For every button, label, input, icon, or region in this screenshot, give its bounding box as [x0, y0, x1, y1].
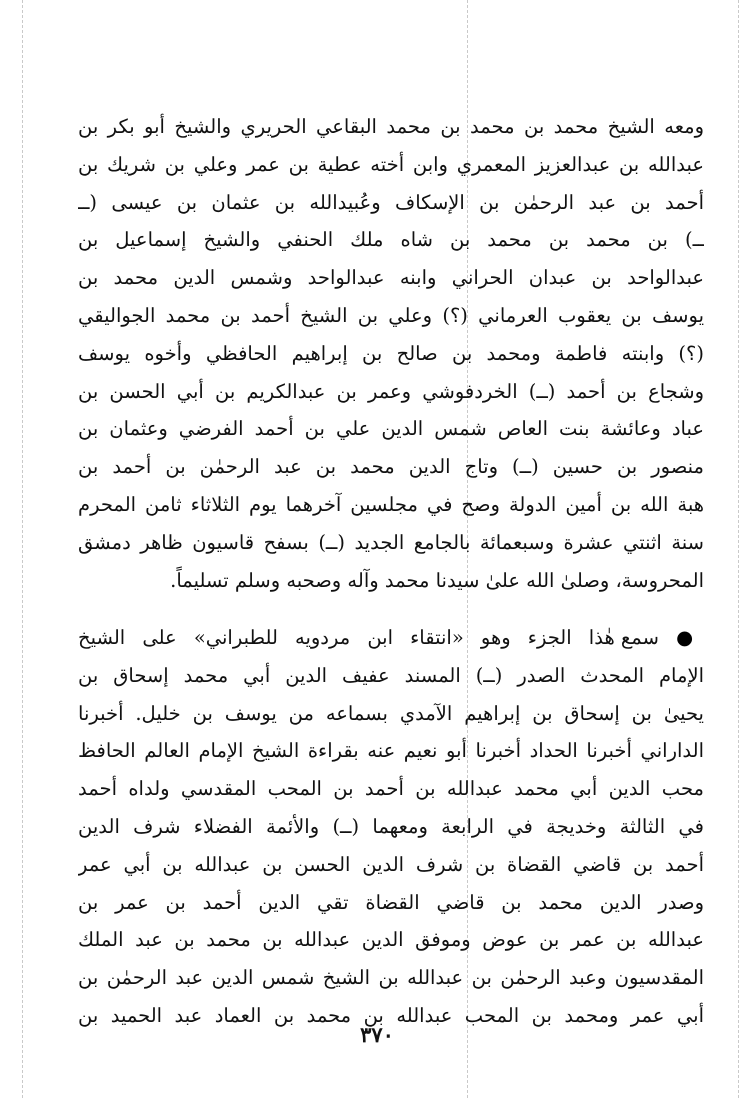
text-line: منصور بن حسين (ــ) وتاج الدين محمد بن عبد الرحمٰن بن أحمد بن [78, 455, 704, 479]
text-line-first [78, 619, 704, 657]
text-line: الإمام المحدث الصدر (ــ) المسند عفيف الدين أبي محمد إسحاق بن [78, 663, 704, 687]
text-line: ومعه الشيخ محمد بن محمد بن محمد البقاعي الحريري والشيخ أبو بكر بن [78, 115, 704, 138]
scan-fold-line [22, 0, 23, 1098]
text-line: هبة الله بن أمين الدولة وصح في مجلسين آخرهما يوم الثلاثاء ثامن المحرم [78, 492, 704, 516]
text-line-content: سمع هٰذا الجزء وهو «انتقاء ابن مردويه للطبراني» على الشيخ [78, 626, 659, 649]
text-line: عبدالله بن عمر بن عوض وموفق الدين عبدالله بن محمد بن عبد الملك [78, 928, 704, 952]
text-line: (؟) وابنته فاطمة ومحمد بن صالح بن إبراهيم الحافظي وأخوه يوسف [78, 341, 704, 365]
text-line: سنة اثنتي عشرة وسبعمائة بالجامع الجديد (ــ) بسفح قاسيون ظاهر دمشق [78, 530, 704, 554]
text-line: وصدر الدين محمد بن قاضي القضاة تقي الدين أحمد بن عمر بن [78, 890, 704, 914]
text-line: يحيىٰ بن إسحاق بن إبراهيم الآمدي بسماعه من يوسف بن خليل. أخبرنا [78, 701, 704, 725]
text-line: محب الدين أبي محمد عبدالله بن أحمد بن المحب المقدسي ولداه أحمد [78, 777, 704, 801]
text-line: عبدالله بن عبدالعزيز المعمري وابن أخته عطية بن عمر وعلي بن شريك بن [78, 152, 704, 176]
page-number: ٣٧٠ [360, 1022, 394, 1047]
text-line: أبي عمر ومحمد بن المحب عبدالله بن محمد بن العماد عبد الحميد بن [78, 1003, 704, 1027]
text-line: المحروسة، وصلىٰ الله علىٰ سيدنا محمد وآله وصحبه وسلم تسليماً. [170, 568, 704, 592]
text-line: أحمد بن عبد الرحمٰن بن الإسكاف وعُبيدالله بن عثمان بن عيسى (ــ [78, 190, 704, 214]
text-line: المقدسيون وعبد الرحمٰن بن عبدالله بن الشيخ شمس الدين عبد الرحمٰن بن [78, 966, 704, 990]
text-line: أحمد بن قاضي القضاة بن شرف الدين الحسن بن عبدالله بن أبي عمر [78, 852, 704, 876]
bullet-icon: ● [676, 626, 704, 649]
paragraph-1 [78, 108, 704, 599]
text-line: يوسف بن يعقوب العرماني (؟) وعلي بن الشيخ أحمد بن محمد الجواليقي [78, 303, 704, 327]
text-line: الداراني أخبرنا الحداد أخبرنا أبو نعيم عنه بقراءة الشيخ الإمام العالم الحافظ [78, 739, 704, 763]
text-line: في الثالثة وخديجة في الرابعة ومعهما (ــ) والأئمة الفضلاء شرف الدين [78, 814, 704, 838]
text-line: عباد وعائشة بنت العاص شمس الدين علي بن أحمد الفرضي وعثمان بن [78, 417, 704, 441]
text-line: ــ) بن محمد بن محمد بن شاه ملك الحنفي والشيخ إسماعيل بن [78, 228, 704, 252]
scan-fold-line [738, 0, 739, 1098]
text-line: عبدالواحد بن عبدان الحراني وابنه عبدالواحد وشمس الدين محمد بن [78, 266, 704, 290]
text-line: وشجاع بن أحمد (ــ) الخردفوشي وعمر بن عبدالكريم بن أبي الحسن بن [78, 379, 704, 403]
paragraph-2 [78, 619, 704, 1035]
